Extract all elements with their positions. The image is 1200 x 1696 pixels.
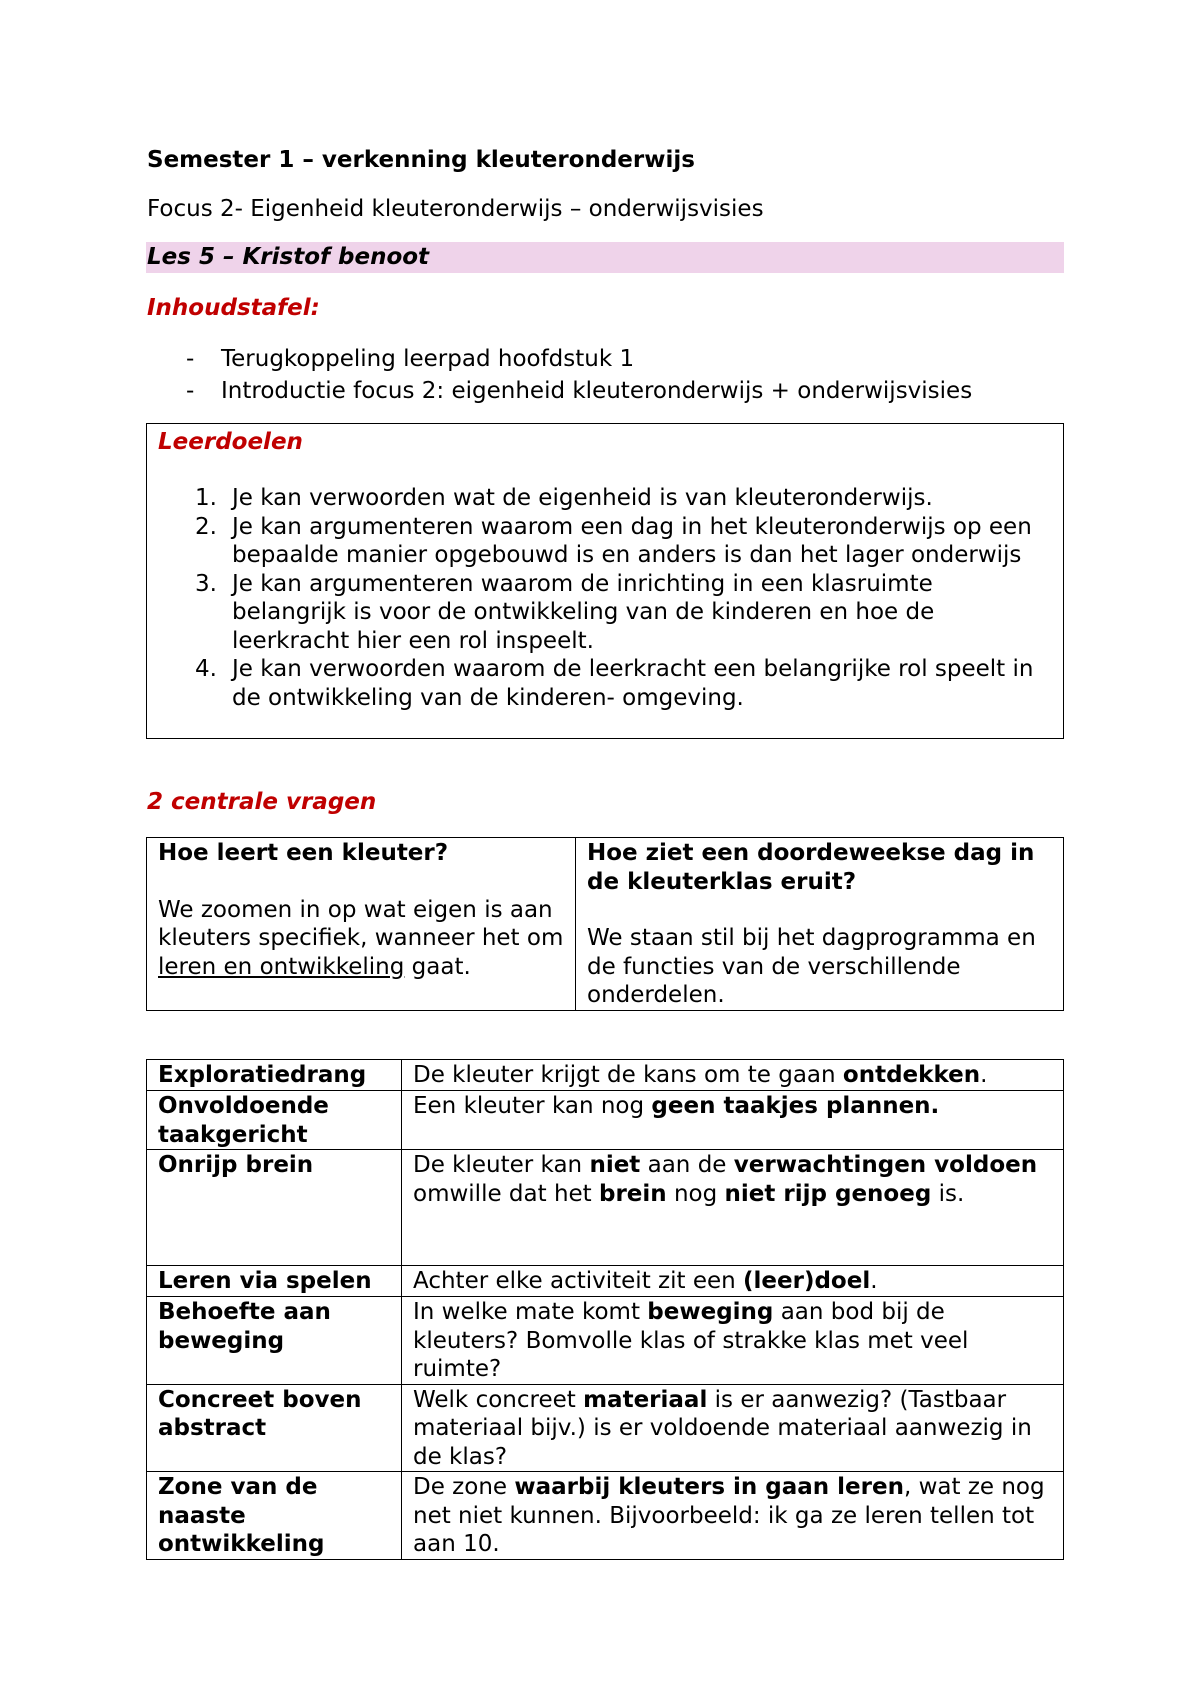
goal-number: 3. (195, 570, 217, 597)
bold-text: ontdekken (842, 1062, 981, 1088)
bold-text: brein (599, 1180, 667, 1207)
bold-text: verwachtingen voldoen (733, 1152, 1038, 1178)
central-questions-table (146, 837, 1064, 1011)
table-row (147, 838, 1064, 1011)
characteristics-table (146, 1059, 1064, 1560)
bold-text: niet (589, 1152, 641, 1178)
learning-goals-list (147, 484, 1063, 712)
goal-number: 2. (195, 513, 217, 540)
characteristic-term: Exploratiedrang (147, 1060, 402, 1091)
goal-text: Je kan verwoorden wat de eigenheid is van kleuteronderwijs. (232, 485, 933, 511)
bold-text: waarbij kleuters in gaan leren (514, 1474, 904, 1500)
text: is er aanwezig? (Tastbaar materiaal bijv.) is er voldoende materiaal aanwezig in de klas? (413, 1386, 1032, 1470)
table-row (147, 1150, 1064, 1266)
question-left-text-before: We zoomen in op wat eigen is aan kleuters specifiek, wanneer het om (158, 896, 564, 951)
text: . (980, 1062, 988, 1088)
text: De kleuter krijgt de kans om te gaan (413, 1062, 843, 1088)
bold-text: materiaal (583, 1386, 708, 1413)
bold-text: beweging (647, 1299, 774, 1325)
toc-item: - Terugkoppeling leerpad hoofdstuk 1 (147, 343, 972, 375)
question-cell-right (576, 838, 1064, 1011)
characteristic-description (402, 1150, 1064, 1266)
bold-text: geen taakjes plannen. (651, 1093, 940, 1119)
characteristic-term: Onrijp brein (147, 1150, 402, 1266)
bold-text: niet rijp genoeg (724, 1180, 932, 1207)
central-questions-heading: 2 centrale vragen (147, 789, 377, 815)
characteristic-term: Leren via spelen (147, 1266, 402, 1297)
text: omwille dat het (413, 1180, 599, 1207)
lesson-banner (146, 242, 1064, 273)
table-row (147, 1297, 1064, 1385)
learning-goal-item (147, 484, 1063, 513)
learning-goal-item (147, 570, 1063, 656)
text: In welke mate komt (413, 1299, 648, 1325)
text: nog (666, 1180, 725, 1207)
text: aan bod bij de kleuters? Bomvolle klas of strakke klas met veel ruimte? (413, 1299, 969, 1382)
question-right: Hoe ziet een doordeweekse dag in de kleuterklas eruit? (587, 840, 1035, 895)
text: Een kleuter kan nog (413, 1093, 652, 1119)
learning-goals-heading: Leerdoelen (158, 429, 303, 455)
goal-text: Je kan argumenteren waarom een dag in het kleuteronderwijs op een bepaalde manier opgebouwd is en anders is dan het lager onderwijs (232, 513, 1032, 568)
characteristic-term: Onvoldoende taakgericht (147, 1091, 402, 1150)
characteristic-term: Zone van de naaste ontwikkeling (147, 1472, 402, 1560)
table-row (147, 1266, 1064, 1297)
characteristic-description (402, 1384, 1064, 1472)
learning-goals-box (146, 423, 1064, 739)
text: De zone (413, 1474, 515, 1500)
table-row (147, 1472, 1064, 1560)
characteristic-term: Behoefte aan beweging (147, 1297, 402, 1385)
bold-text: (leer)doel (743, 1268, 871, 1294)
goal-number: 4. (195, 656, 217, 682)
question-left-underlined: leren en ontwikkeling (158, 953, 405, 980)
semester-title: Semester 1 – verkenning kleuteronderwijs (147, 147, 695, 173)
text: aan de (640, 1152, 734, 1178)
question-left-text-after: gaat. (404, 953, 471, 980)
characteristic-description (402, 1091, 1064, 1150)
toc-list (147, 343, 972, 407)
toc-item: - Introductie focus 2: eigenheid kleuteronderwijs + onderwijsvisies (147, 375, 972, 407)
question-cell-left (147, 838, 576, 1011)
text: Achter elke activiteit zit een (413, 1268, 744, 1294)
characteristic-description (402, 1297, 1064, 1385)
question-left: Hoe leert een kleuter? (158, 840, 449, 866)
goal-text: Je kan verwoorden waarom de leerkracht een belangrijke rol speelt in de ontwikkeling van de kinderen- omgeving. (232, 656, 1034, 711)
learning-goal-item (147, 655, 1063, 712)
characteristic-description (402, 1266, 1064, 1297)
characteristic-description (402, 1060, 1064, 1091)
table-row (147, 1384, 1064, 1472)
goal-text: Je kan argumenteren waarom de inrichting in een klasruimte belangrijk is voor de ontwikkeling van de kinderen en hoe de leerkracht hier een rol inspeelt. (232, 570, 935, 654)
text: is. (931, 1180, 965, 1207)
table-row (147, 1091, 1064, 1150)
characteristic-description (402, 1472, 1064, 1560)
table-row (147, 1060, 1064, 1091)
toc-heading: Inhoudstafel: (147, 295, 320, 321)
text: De kleuter kan (413, 1152, 590, 1178)
question-right-text: We staan stil bij het dagprogramma en de functies van de verschillende onderdelen. (587, 925, 1036, 1008)
text: Welk concreet (413, 1386, 584, 1413)
focus-line: Focus 2- Eigenheid kleuteronderwijs – onderwijsvisies (147, 196, 764, 222)
characteristic-term: Concreet boven abstract (147, 1384, 402, 1472)
learning-goal-item (147, 513, 1063, 570)
goal-number: 1. (195, 485, 217, 511)
text: . (870, 1268, 878, 1294)
text: , wat ze nog net niet kunnen. Bijvoorbeeld: ik ga ze leren tellen tot aan 10. (413, 1474, 1045, 1557)
lesson-banner-text: Les 5 – Kristof benoot (147, 244, 430, 270)
